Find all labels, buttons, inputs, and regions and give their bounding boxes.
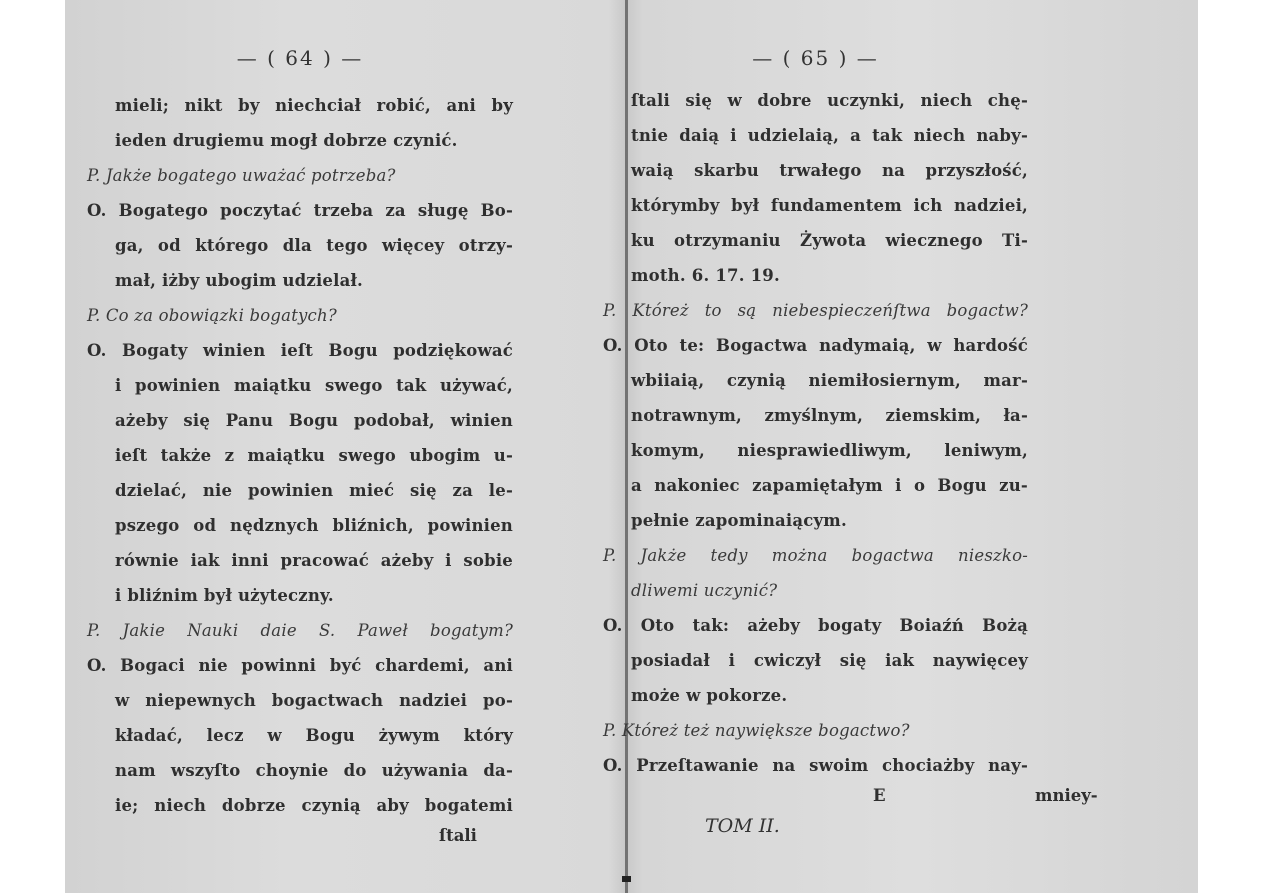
text-line: którymby był fundamentem ich nadziei, [631,196,1028,215]
text-line: ku otrzymaniu Żywota wiecznego Ti- [631,231,1028,250]
answer-line: O. Oto te: Bogactwa nadymaią, w hardość [603,336,1028,355]
text-line: ga, od którego dla tego więcey otrzy- [115,236,513,255]
question-line: P. Któreż to są niebespieczeńſtwa bogactw? [603,301,1028,320]
text-line: ie; niech dobrze czynią aby bogatemi [115,796,513,815]
question-line: P. Co za obowiązki bogatych? [87,306,337,325]
page-text [603,83,1028,783]
text-line: a nakoniec zapamiętałym i o Bogu zu- [631,476,1028,495]
text-line: i bliźnim był użyteczny. [115,586,334,605]
answer-line: O. Bogatego poczytać trzeba za sługę Bo- [87,201,513,220]
text-line: komym, niesprawiedliwym, leniwym, [631,441,1028,460]
signature-mark: E [873,786,886,805]
text-line: waią skarbu trwałego na przyszłość, [631,161,1028,180]
text-line: ieden drugiemu mogł dobrze czynić. [115,131,458,150]
text-line: mał, iżby ubogim udzielał. [115,271,363,290]
question-line: P. Jakże tedy można bogactwa nieszko- [603,546,1028,565]
answer-line: O. Bogaty winien ieſt Bogu podziękować [87,341,513,360]
text-line: nam wszyſto choynie do używania da- [115,761,513,780]
question-line: P. Jakże bogatego uważać potrzeba? [87,166,396,185]
volume-label: TOM II. [705,815,780,837]
text-line: pszego od nędznych bliźnich, powinien [115,516,513,535]
text-line: może w pokorze. [631,686,788,705]
text-line: posiadał i cwiczył się iak naywięcey [631,651,1028,670]
text-line: dzielać, nie powinien mieć się za le- [115,481,513,500]
page-number-header: — ( 65 ) — [752,46,879,70]
answer-line: O. Bogaci nie powinni być chardemi, ani [87,656,513,675]
answer-line: O. Przeſtawanie na swoim chociażby nay- [603,756,1028,775]
text-line: tnie daią i udzielaią, a tak niech naby- [631,126,1028,145]
question-line: P. Jakie Nauki daie S. Paweł bogatym? [87,621,513,640]
text-line: kładać, lecz w Bogu żywym który [115,726,513,745]
text-line: wbiiaią, czynią niemiłosiernym, mar- [631,371,1028,390]
text-line: pełnie zapominaiącym. [631,511,847,530]
text-line: w niepewnych bogactwach nadziei po- [115,691,513,710]
page-text [87,88,513,823]
text-line: równie iak inni pracować ażeby i sobie [115,551,513,570]
text-line: notrawnym, zmyślnym, ziemskim, ła- [631,406,1028,425]
right-page [603,0,1098,893]
text-line: ieſt także z maiątku swego ubogim u- [115,446,513,465]
answer-line: O. Oto tak: ażeby bogaty Boiaźń Bożą [603,616,1028,635]
text-line: ſtali się w dobre uczynki, niech chę- [631,91,1028,110]
left-page [87,0,513,893]
page-number-header: — ( 64 ) — [236,46,364,70]
catchword: ſtali [439,826,477,845]
text-line: ażeby się Panu Bogu podobał, winien [115,411,513,430]
question-line: P. Któreż też naywiększe bogactwo? [603,721,910,740]
text-line: moth. 6. 17. 19. [631,266,780,285]
text-line: i powinien maiątku swego tak używać, [115,376,513,395]
catchword: mniey- [1035,786,1098,805]
question-line: dliwemi uczynić? [631,581,778,600]
text-line: mieli; nikt by niechciał robić, ani by [115,96,513,115]
